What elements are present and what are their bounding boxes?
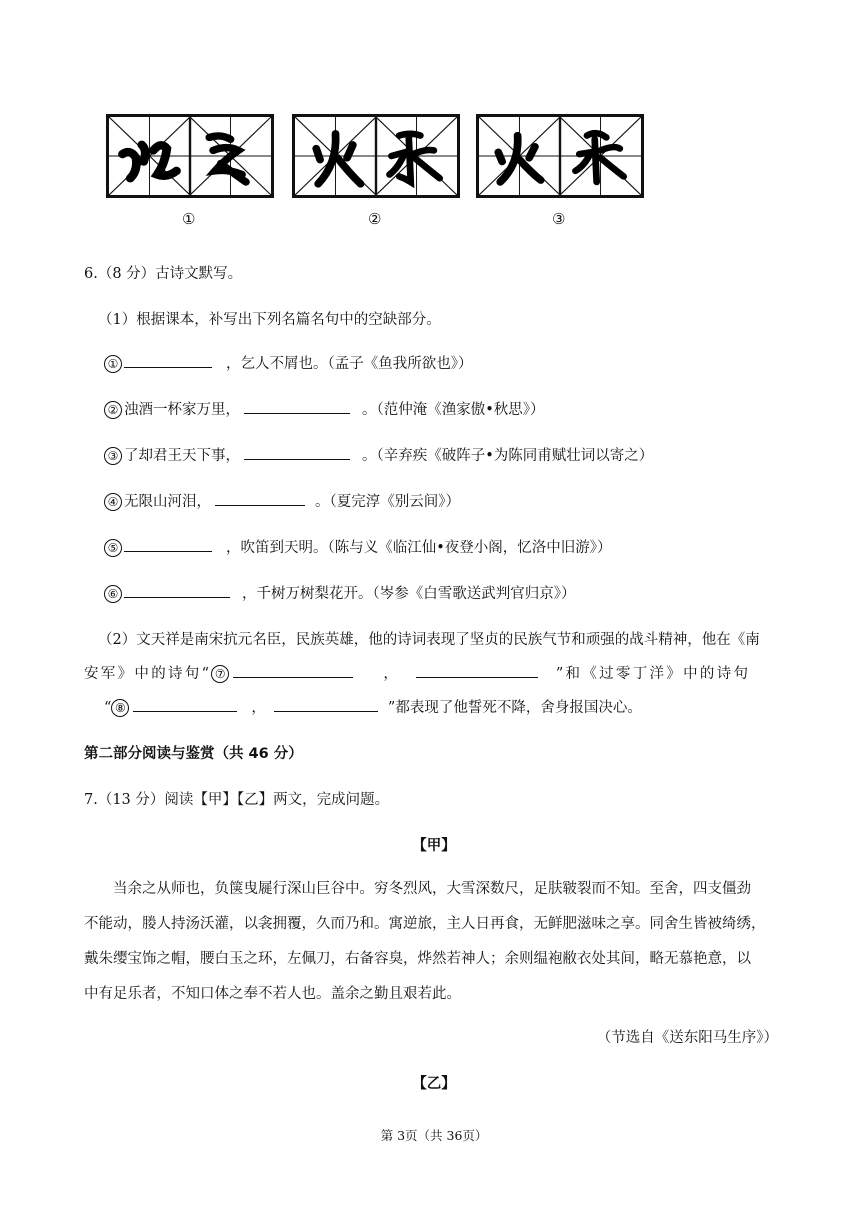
answer-blank[interactable] [416,663,538,678]
calligraphy-image-2 [292,114,460,198]
item-number: ⑧ [111,699,129,717]
item-text-pre: 了却君王天下事， [124,448,240,464]
item-number: ③ [104,447,122,465]
passage-yi-title: 【乙】 [412,1076,456,1092]
sub2-text-a: 安军》中的诗句“ [84,666,212,682]
item-text: ，千树万树梨花开。（岑参《白雪歌送武判官归京》） [242,586,576,602]
question-6-sub2-line1: （2）文天祥是南宋抗元名臣，民族英雄，他的诗词表现了坚贞的民族气节和顽强的战斗精神，他在《南 [98,632,760,648]
answer-blank[interactable] [233,663,353,678]
fill-item-4 [104,490,460,511]
item-text: ，乞人不屑也。（孟子《鱼我所欲也》） [226,356,473,372]
passage-line: 戴朱缨宝饰之帽，腰白玉之环，左佩刀，右备容臭，烨然若神人；余则缊袍敝衣处其间，略无慕艳意，以 [84,951,751,967]
part-2-title: 第二部分阅读与鉴赏（共 46 分） [84,746,303,762]
calligraphy-label-2: ② [368,210,382,228]
item-number: ① [104,355,122,373]
question-6-header: 6.（8 分）古诗文默写。 [84,266,243,282]
sub2-open-quote: “ [104,700,112,716]
item-text-pre: 无限山河泪， [124,494,211,510]
item-text: 。（范仲淹《渔家傲•秋思》） [362,402,545,418]
fill-item-2 [104,398,545,419]
calligraphy-label-1: ① [182,210,196,228]
item-text-pre: 浊酒一杯家万里， [124,402,240,418]
item-number: ② [104,401,122,419]
answer-blank[interactable] [133,697,237,712]
answer-blank[interactable] [124,353,212,368]
sub2-text-b: ”和《过零丁洋》中的诗句 [555,666,751,682]
item-text: ，吹笛到天明。（陈与义《临江仙•夜登小阁，忆洛中旧游》） [226,540,612,556]
question-6-sub2-line3 [104,696,642,717]
item-text: 。（夏完淳《别云间》） [315,494,460,510]
sub2-comma: ， [251,700,266,716]
answer-blank[interactable] [244,399,350,414]
item-text: 。（辛弃疾《破阵子•为陈同甫赋壮词以寄之） [362,448,654,464]
calligraphy-image-3 [476,114,644,198]
item-number: ⑤ [104,539,122,557]
passage-jia [84,842,786,1010]
question-6-sub1: （1）根据课本，补写出下列名篇名句中的空缺部分。 [98,312,441,328]
fill-item-6 [104,582,576,603]
answer-blank[interactable] [215,491,305,506]
calligraphy-image-1 [106,114,274,198]
sub2-text-end: ”都表现了他誓死不降，舍身报国决心。 [387,700,642,716]
item-number: ⑥ [104,585,122,603]
fill-item-5 [104,536,612,557]
passage-line: 不能动，媵人持汤沃灌，以衾拥覆，久而乃和。寓逆旅，主人日再食，无鲜肥滋味之享。同舍生皆被绮绣， [84,916,766,932]
question-7-header: 7.（13 分）阅读【甲】【乙】两文，完成问题。 [84,792,390,808]
passage-jia-source: （节选自《送东阳马生序》） [596,1030,778,1046]
item-number: ④ [104,493,122,511]
sub2-comma: ， [383,666,398,682]
answer-blank[interactable] [244,445,350,460]
question-6-sub2-line2 [84,662,750,683]
fill-item-1 [104,352,473,373]
calligraphy-label-3: ③ [552,210,566,228]
answer-blank[interactable] [274,697,378,712]
fill-item-3 [104,444,653,465]
answer-blank[interactable] [124,583,230,598]
passage-line: 中有足乐者，不知口体之奉不若人也。盖余之勤且艰若此。 [84,986,461,1002]
passage-jia-title: 【甲】 [412,838,456,854]
answer-blank[interactable] [124,537,212,552]
item-number: ⑦ [211,665,229,683]
page-footer: 第 3页（共 36页） [380,1128,488,1143]
passage-line: 当余之从师也，负箧曳屣行深山巨谷中。穷冬烈风，大雪深数尺，足肤皲裂而不知。至舍，四支僵劲 [113,881,751,897]
